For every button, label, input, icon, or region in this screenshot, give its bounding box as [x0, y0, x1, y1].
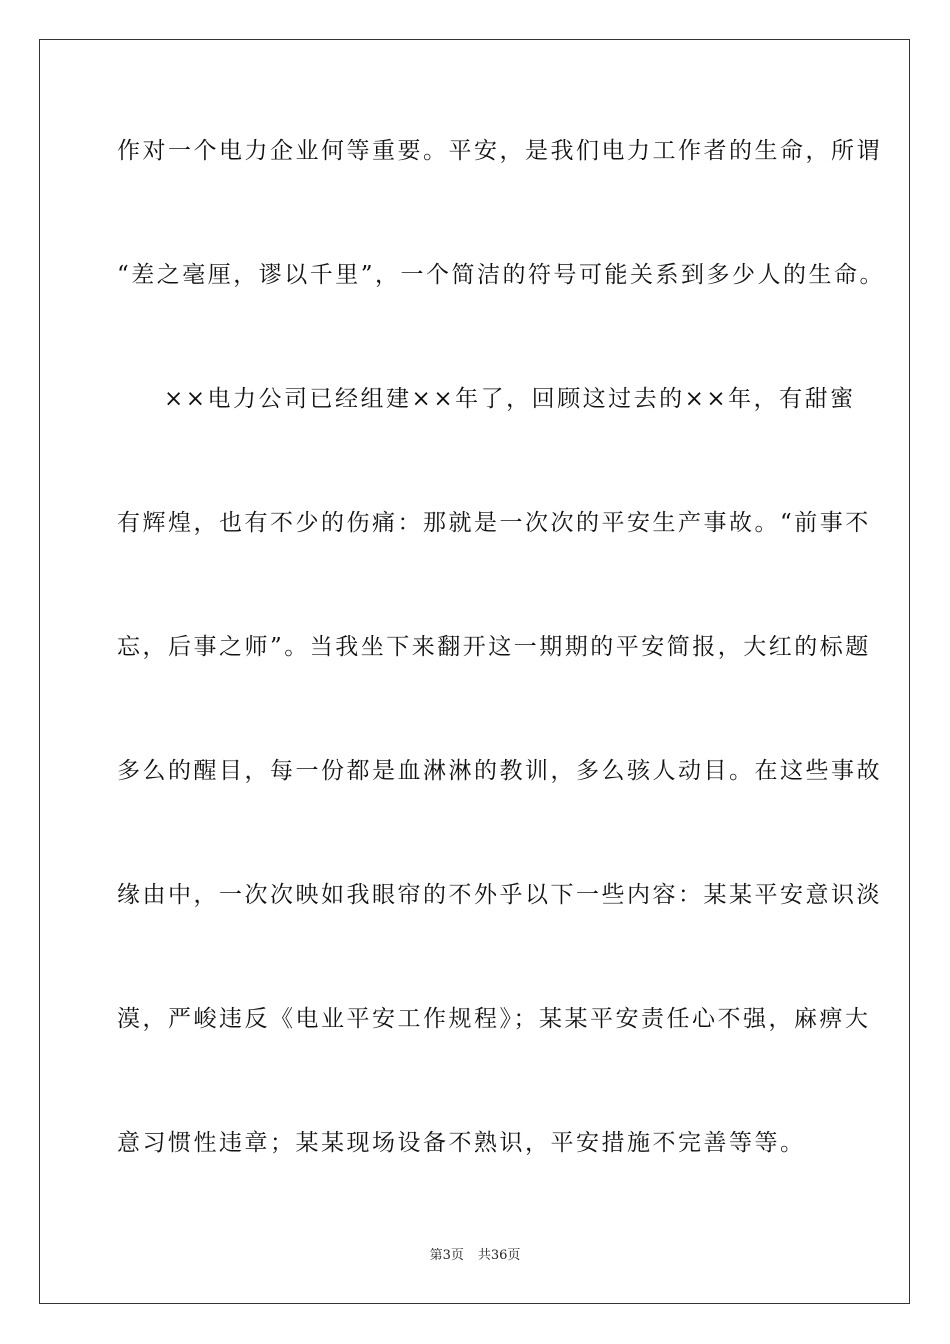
page-footer — [0, 1247, 950, 1265]
body-text-line: 缘由中，一次次映如我眼帘的不外乎以下一些内容：某某平安意识淡 — [117, 882, 882, 908]
body-text-line: 漠，严峻违反《电业平安工作规程》；某某平安责任心不强，麻痹大 — [117, 1006, 871, 1032]
page-border — [39, 39, 910, 1304]
page-number: 第3页 — [429, 1248, 464, 1263]
body-text-line: 有辉煌，也有不少的伤痛：那就是一次次的平安生产事故。“前事不 — [117, 510, 871, 536]
body-text-line: 忘，后事之师”。当我坐下来翻开这一期期的平安简报，大红的标题 — [117, 634, 871, 660]
body-text-line: 意习惯性违章；某某现场设备不熟识，平安措施不完善等等。 — [117, 1130, 806, 1156]
body-text-line: “差之毫厘，谬以千里”，一个简洁的符号可能关系到多少人的生命。 — [117, 262, 886, 288]
total-pages: 共36页 — [477, 1248, 521, 1263]
paragraph-start-line: ××电力公司已经组建××年了，回顾这过去的××年，有甜蜜 — [164, 386, 856, 412]
body-text-line: 作对一个电力企业何等重要。平安，是我们电力工作者的生命，所谓 — [117, 138, 882, 164]
body-text-line: 多么的醒目，每一份都是血淋淋的教训，多么骇人动目。在这些事故 — [117, 758, 882, 784]
